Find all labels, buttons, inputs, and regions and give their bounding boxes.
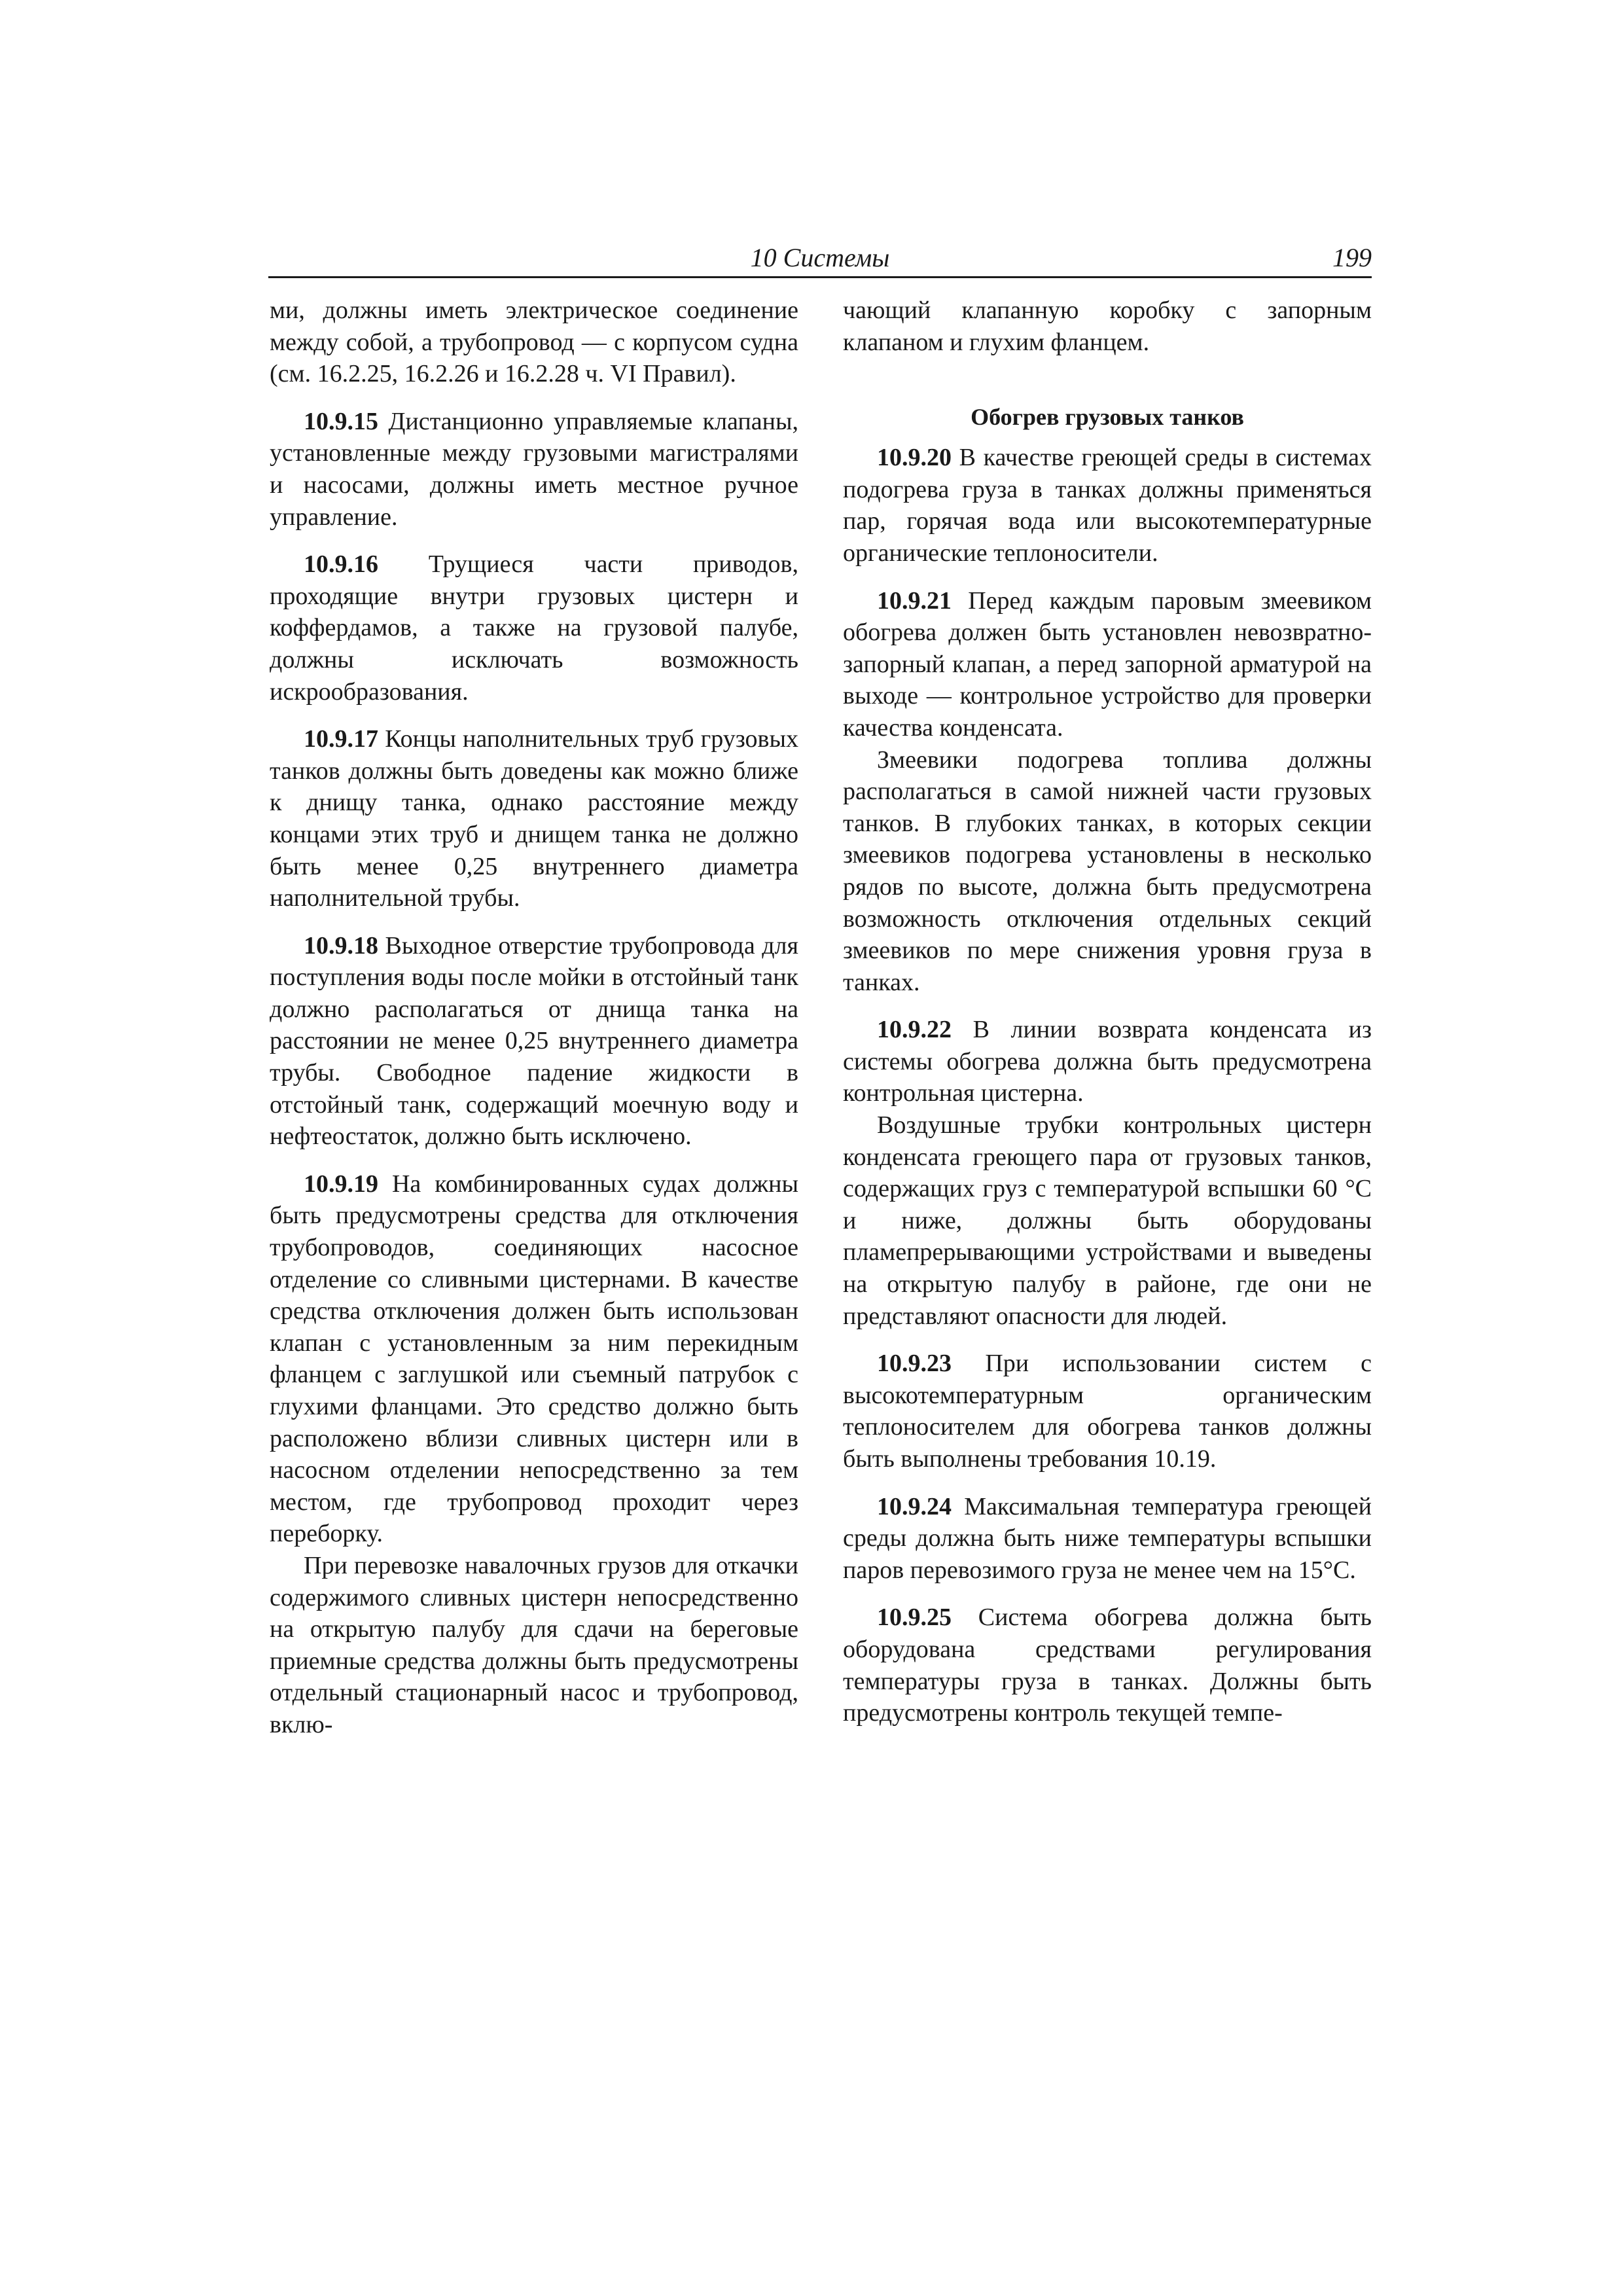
paragraph-10-9-19 <box>270 1168 798 1550</box>
paragraph-text: ми, должны иметь электрическое соединение между собой, а трубопровод — с корпусом судна (см. 16.2.25, 16.2.26 и 16.2.28 ч. VI Правил). <box>270 296 798 388</box>
paragraph-10-9-23 <box>843 1348 1372 1475</box>
running-header <box>268 243 1372 278</box>
clause-number: 10.9.15 <box>304 407 378 435</box>
paragraph-text: чающий клапанную коробку с запорным клапаном и глухим фланцем. <box>843 296 1372 356</box>
paragraph-10-9-16 <box>270 548 798 708</box>
paragraph-text: Дистанционно управляемые клапаны, установленные между грузовыми магистралями и насосами, должны иметь местное ручное управление. <box>270 407 798 531</box>
paragraph-10-9-20 <box>843 442 1372 569</box>
paragraph <box>843 744 1372 999</box>
clause-number: 10.9.20 <box>877 444 952 472</box>
paragraph-10-9-24 <box>843 1491 1372 1587</box>
clause-number: 10.9.25 <box>877 1604 952 1632</box>
section-heading: Обогрев грузовых танков <box>971 404 1244 431</box>
clause-number: 10.9.24 <box>877 1492 952 1520</box>
paragraph-text: Максимальная температура греющей среды должна быть ниже температуры вспышки паров перевозимого груза не менее чем на 15°С. <box>843 1492 1372 1584</box>
paragraph-text: На комбинированных судах должны быть предусмотрены средства для отключения трубопроводов, соединяющих насосное отделение со сливными цистернами. В качестве средства отключения должен быть использован клапан с установленным за ним перекидным фланцем с заглушкой или съемный патрубок с глухими фланцами. Это средство должно быть расположено вблизи сливных цистерн или в насосном отделении непосредственно за тем местом, где трубопровод проходит через переборку. <box>270 1170 798 1548</box>
clause-number: 10.9.21 <box>877 586 952 615</box>
clause-number: 10.9.22 <box>877 1016 952 1044</box>
paragraph-10-9-15 <box>270 406 798 533</box>
left-column <box>270 295 798 1741</box>
paragraph-10-9-17 <box>270 723 798 914</box>
clause-number: 10.9.23 <box>877 1350 952 1378</box>
paragraph <box>843 1109 1372 1332</box>
paragraph-10-9-18 <box>270 930 798 1153</box>
paragraph <box>843 295 1372 358</box>
paragraph-10-9-25 <box>843 1602 1372 1729</box>
paragraph-text: Система обогрева должна быть оборудована средствами регулирования температуры груза в танках. Должны быть предусмотрены контроль текущей темпе- <box>843 1604 1372 1727</box>
paragraph-text: В линии возврата конденсата из системы обогрева должна быть предусмотрена контрольная цистерна. <box>843 1016 1372 1107</box>
paragraph-text: Змеевики подогрева топлива должны располагаться в самой нижней части грузовых танков. В глубоких танках, в которых секции змеевиков подогрева установлены в несколько рядов по высоте, должна быть предусмотрена возможность отключения отдельных секций змеевиков по мере снижения уровня груза в танках. <box>843 745 1372 996</box>
paragraph <box>270 295 798 390</box>
paragraph-text: Перед каждым паровым змеевиком обогрева должен быть установлен невозвратно-запорный клапан, а перед запорной арматурой на выходе — контрольное устройство для проверки качества конденсата. <box>843 586 1372 742</box>
clause-number: 10.9.17 <box>304 725 378 753</box>
page-number: 199 <box>1332 243 1372 272</box>
paragraph-text: В качестве греющей среды в системах подогрева груза в танках должны применяться пар, горячая вода или высокотемпературные органические теплоносители. <box>843 444 1372 567</box>
paragraph-text: Воздушные трубки контрольных цистерн конденсата греющего пара от грузовых танков, содержащих груз с температурой вспышки 60 °С и ниже, должны быть оборудованы пламепрерывающими устройствами и выведены на открытую палубу в районе, где они не представляют опасности для людей. <box>843 1111 1372 1330</box>
clause-number: 10.9.19 <box>304 1170 378 1198</box>
paragraph-10-9-21 <box>843 585 1372 744</box>
paragraph-text: Концы наполнительных труб грузовых танков должны быть доведены как можно ближе к днищу танка, однако расстояние между концами этих труб и днищем танка не должно быть менее 0,25 внутреннего диаметра наполнительной трубы. <box>270 725 798 912</box>
paragraph-text: При использовании систем с высокотемпературным органическим теплоносителем для обогрева танков должны быть выполнены требования 10.19. <box>843 1350 1372 1473</box>
clause-number: 10.9.16 <box>304 550 378 579</box>
paragraph-text: При перевозке навалочных грузов для откачки содержимого сливных цистерн непосредственно на открытую палубу для сдачи на береговые приемные средства должны быть предусмотрены отдельный стационарный насос и трубопровод, вклю- <box>270 1551 798 1738</box>
paragraph-10-9-22 <box>843 1014 1372 1109</box>
right-column <box>843 295 1372 1729</box>
chapter-title: 10 Системы <box>750 243 890 272</box>
paragraph-text: Трущиеся части приводов, проходящие внутри грузовых цистерн и коффердамов, а также на грузовой палубе, должны исключать возможность искрообразования. <box>270 550 798 706</box>
clause-number: 10.9.18 <box>304 931 378 960</box>
paragraph-text: Выходное отверстие трубопровода для поступления воды после мойки в отстойный танк должно располагаться от днища танка на расстоянии не менее 0,25 внутреннего диаметра трубы. Свободное падение жидкости в отстойный танк, содержащий моечную воду и нефтеостаток, должно быть исключено. <box>270 931 798 1151</box>
paragraph <box>270 1550 798 1741</box>
